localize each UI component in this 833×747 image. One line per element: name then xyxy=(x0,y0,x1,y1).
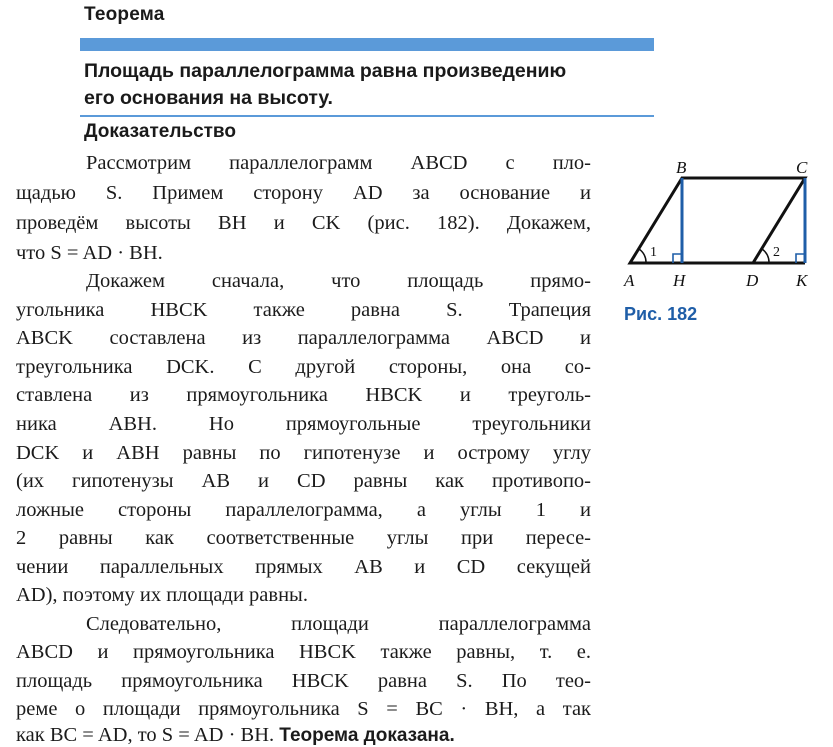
proof-last-line xyxy=(16,724,455,747)
proof-line: ABCK составлена из параллелограмма ABCD и xyxy=(16,327,591,349)
proof-line: Докажем сначала, что площадь прямо- xyxy=(86,270,591,292)
proof-line: реме о площади прямоугольника S = BC · BH, а так xyxy=(16,698,591,720)
theorem-label: Теорема xyxy=(84,4,165,25)
proof-line: AD), поэтому их площади равны. xyxy=(16,584,308,606)
proof-label: Доказательство xyxy=(84,121,236,142)
proof-line: площадь прямоугольника HBCK равна S. По тео- xyxy=(16,670,591,692)
proof-line: чении параллельных прямых AB и CD секущей xyxy=(16,556,591,578)
parallelogram-figure xyxy=(618,156,828,296)
proof-line: ложные стороны параллелограмма, а углы 1 и xyxy=(16,499,591,521)
label-b: B xyxy=(676,158,687,177)
label-d: D xyxy=(746,271,759,290)
figure-caption: Рис. 182 xyxy=(624,304,698,324)
label-c: C xyxy=(796,158,808,177)
proof-line: Следовательно, площади параллелограмма xyxy=(86,613,591,635)
proof-line: ABCD и прямоугольника HBCK также равны, т. е. xyxy=(16,641,591,663)
proof-line: ставлена из прямоугольника HBCK и треуголь- xyxy=(16,384,591,406)
theorem-bar xyxy=(80,38,654,51)
proof-line: что S = AD · BH. xyxy=(16,242,163,264)
theorem-divider xyxy=(80,115,654,117)
proof-line: (их гипотенузы AB и CD равны как противопо- xyxy=(16,470,591,492)
angle-1-arc xyxy=(639,249,646,263)
label-angle-2: 2 xyxy=(773,245,780,260)
statement-line-1: Площадь параллелограмма равна произведению xyxy=(84,60,567,82)
proof-line: треугольника DCK. C другой стороны, она со- xyxy=(16,356,591,378)
label-h: H xyxy=(673,271,686,290)
proof-line: 2 равны как соответственные углы при пересе- xyxy=(16,527,591,549)
proof-conclusion: Теорема доказана. xyxy=(279,725,455,746)
label-k: K xyxy=(796,271,808,290)
proof-line: DCK и ABH равны по гипотенузе и острому углу xyxy=(16,442,591,464)
label-angle-1: 1 xyxy=(650,245,657,260)
label-a: A xyxy=(624,271,635,290)
proof-line: проведём высоты BH и CK (рис. 182). Докажем, xyxy=(16,212,591,234)
proof-line: как BC = AD, то S = AD · BH. xyxy=(16,724,275,746)
angle-2-arc xyxy=(762,249,769,263)
theorem-statement xyxy=(84,58,654,112)
proof-line: Рассмотрим параллелограмм ABCD с пло- xyxy=(86,152,591,174)
proof-line: угольника HBCK также равна S. Трапеция xyxy=(16,299,591,321)
proof-line: ника ABH. Но прямоугольные треугольники xyxy=(16,413,591,435)
proof-line: щадью S. Примем сторону AD за основание и xyxy=(16,182,591,204)
statement-line-2: его основания на высоту. xyxy=(84,87,333,109)
